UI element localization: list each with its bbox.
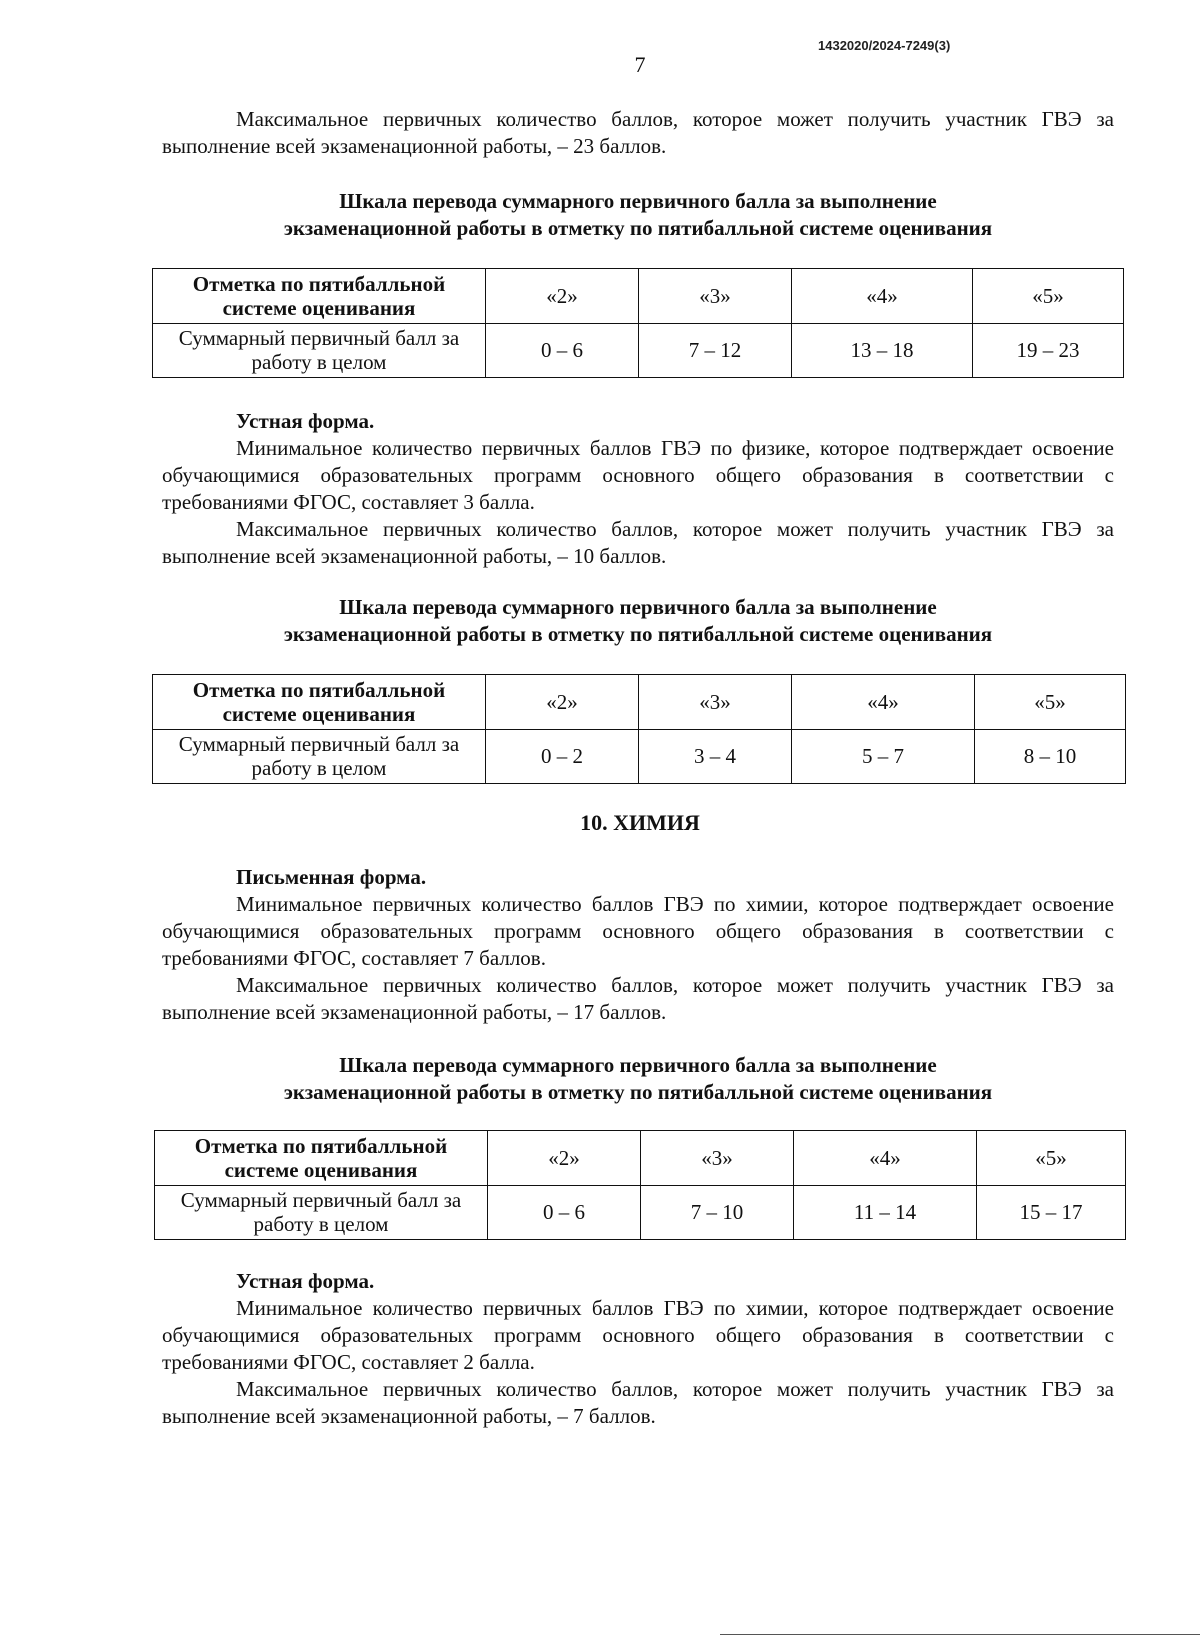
table1-mark-5: «5»	[973, 269, 1124, 324]
table2-mark-3: «3»	[639, 675, 792, 730]
table2-range-row	[153, 729, 1126, 784]
footer-rule	[720, 1634, 1200, 1635]
table1-grade-scale	[152, 268, 1124, 378]
chemistry-written-max-paragraph: Максимальное первичных количество баллов, которое может получить участник ГВЭ за выполнение всей экзаменационной работы, – 17 баллов.	[162, 973, 1114, 1024]
table1-mark-2: «2»	[486, 269, 639, 324]
table3-grade-scale	[154, 1130, 1126, 1240]
table2-range-5: 8 – 10	[975, 729, 1126, 784]
table3-range-row	[155, 1185, 1126, 1240]
table2-caption-line2: экзаменационной работы в отметку по пятибалльной системе оценивания	[283, 622, 993, 646]
table1-range-5: 19 – 23	[973, 323, 1124, 378]
physics-written-max-paragraph: Максимальное первичных количество баллов, которое может получить участник ГВЭ за выполнение всей экзаменационной работы, – 23 баллов.	[162, 107, 1114, 158]
physics-oral-max-paragraph: Максимальное первичных количество баллов, которое может получить участник ГВЭ за выполнение всей экзаменационной работы, – 10 баллов.	[162, 517, 1114, 568]
table1-range-3: 7 – 12	[639, 323, 792, 378]
chemistry-oral-min-paragraph: Минимальное количество первичных баллов ГВЭ по химии, которое подтверждает освоение обучающимися образовательных программ основного общего образования в соответствии с требованиями ФГОС, составляет 2 балла.	[162, 1296, 1114, 1374]
document-id: 1432020/2024-7249(3)	[818, 38, 951, 53]
table2-mark-2: «2»	[486, 675, 639, 730]
table1-range-2: 0 – 6	[486, 323, 639, 378]
table3-range-3: 7 – 10	[641, 1185, 794, 1240]
table2-mark-5: «5»	[975, 675, 1126, 730]
table2-grade-scale	[152, 674, 1126, 784]
table2-row2-label: Суммарный первичный балл за работу в целом	[153, 729, 486, 784]
table1-range-row	[153, 323, 1124, 378]
physics-oral-min-paragraph: Минимальное количество первичных баллов ГВЭ по физике, которое подтверждает освоение обучающимися образовательных программ основного общего образования в соответствии с требованиями ФГОС, составляет 3 балла.	[162, 436, 1114, 514]
table2-row1-label: Отметка по пятибалльной системе оценивания	[153, 675, 486, 730]
physics-oral-title: Устная форма.	[236, 409, 375, 433]
chemistry-section-title: 10. ХИМИЯ	[580, 810, 700, 835]
table1-row2-label: Суммарный первичный балл за работу в целом	[153, 323, 486, 378]
physics-written-max-block	[162, 106, 1114, 160]
table2-caption-line1: Шкала перевода суммарного первичного балла за выполнение	[339, 595, 937, 619]
chemistry-oral-block	[162, 1268, 1114, 1430]
table3-caption-line2: экзаменационной работы в отметку по пятибалльной системе оценивания	[283, 1080, 993, 1104]
table3-caption-line1: Шкала перевода суммарного первичного балла за выполнение	[339, 1053, 937, 1077]
page-number: 7	[634, 52, 646, 77]
table2-header-row	[153, 675, 1126, 730]
table1-header-row	[153, 269, 1124, 324]
table2-range-2: 0 – 2	[486, 729, 639, 784]
table2-mark-4: «4»	[792, 675, 975, 730]
table1-caption	[152, 188, 1124, 242]
table3-row1-label: Отметка по пятибалльной системе оценивания	[155, 1131, 488, 1186]
chemistry-written-min-paragraph: Минимальное первичных количество баллов ГВЭ по химии, которое подтверждает освоение обучающимися образовательных программ основного общего образования в соответствии с требованиями ФГОС, составляет 7 баллов.	[162, 892, 1114, 970]
table2-range-3: 3 – 4	[639, 729, 792, 784]
table1-caption-line1: Шкала перевода суммарного первичного балла за выполнение	[339, 189, 937, 213]
table1-range-4: 13 – 18	[792, 323, 973, 378]
table3-mark-2: «2»	[488, 1131, 641, 1186]
table3-range-2: 0 – 6	[488, 1185, 641, 1240]
chemistry-oral-max-paragraph: Максимальное первичных количество баллов, которое может получить участник ГВЭ за выполнение всей экзаменационной работы, – 7 баллов.	[162, 1377, 1114, 1428]
table3-caption	[152, 1052, 1124, 1106]
table1-mark-3: «3»	[639, 269, 792, 324]
table3-range-4: 11 – 14	[794, 1185, 977, 1240]
chemistry-written-title: Письменная форма.	[236, 865, 427, 889]
table2-range-4: 5 – 7	[792, 729, 975, 784]
chemistry-oral-title: Устная форма.	[236, 1269, 375, 1293]
table3-header-row	[155, 1131, 1126, 1186]
table1-mark-4: «4»	[792, 269, 973, 324]
chemistry-written-block	[162, 864, 1114, 1026]
table1-caption-line2: экзаменационной работы в отметку по пятибалльной системе оценивания	[283, 216, 993, 240]
table3-range-5: 15 – 17	[977, 1185, 1126, 1240]
table1-row1-label: Отметка по пятибалльной системе оценивания	[153, 269, 486, 324]
physics-oral-block	[162, 408, 1114, 570]
table3-mark-3: «3»	[641, 1131, 794, 1186]
table3-mark-4: «4»	[794, 1131, 977, 1186]
table2-caption	[152, 594, 1124, 648]
table3-mark-5: «5»	[977, 1131, 1126, 1186]
table3-row2-label: Суммарный первичный балл за работу в целом	[155, 1185, 488, 1240]
